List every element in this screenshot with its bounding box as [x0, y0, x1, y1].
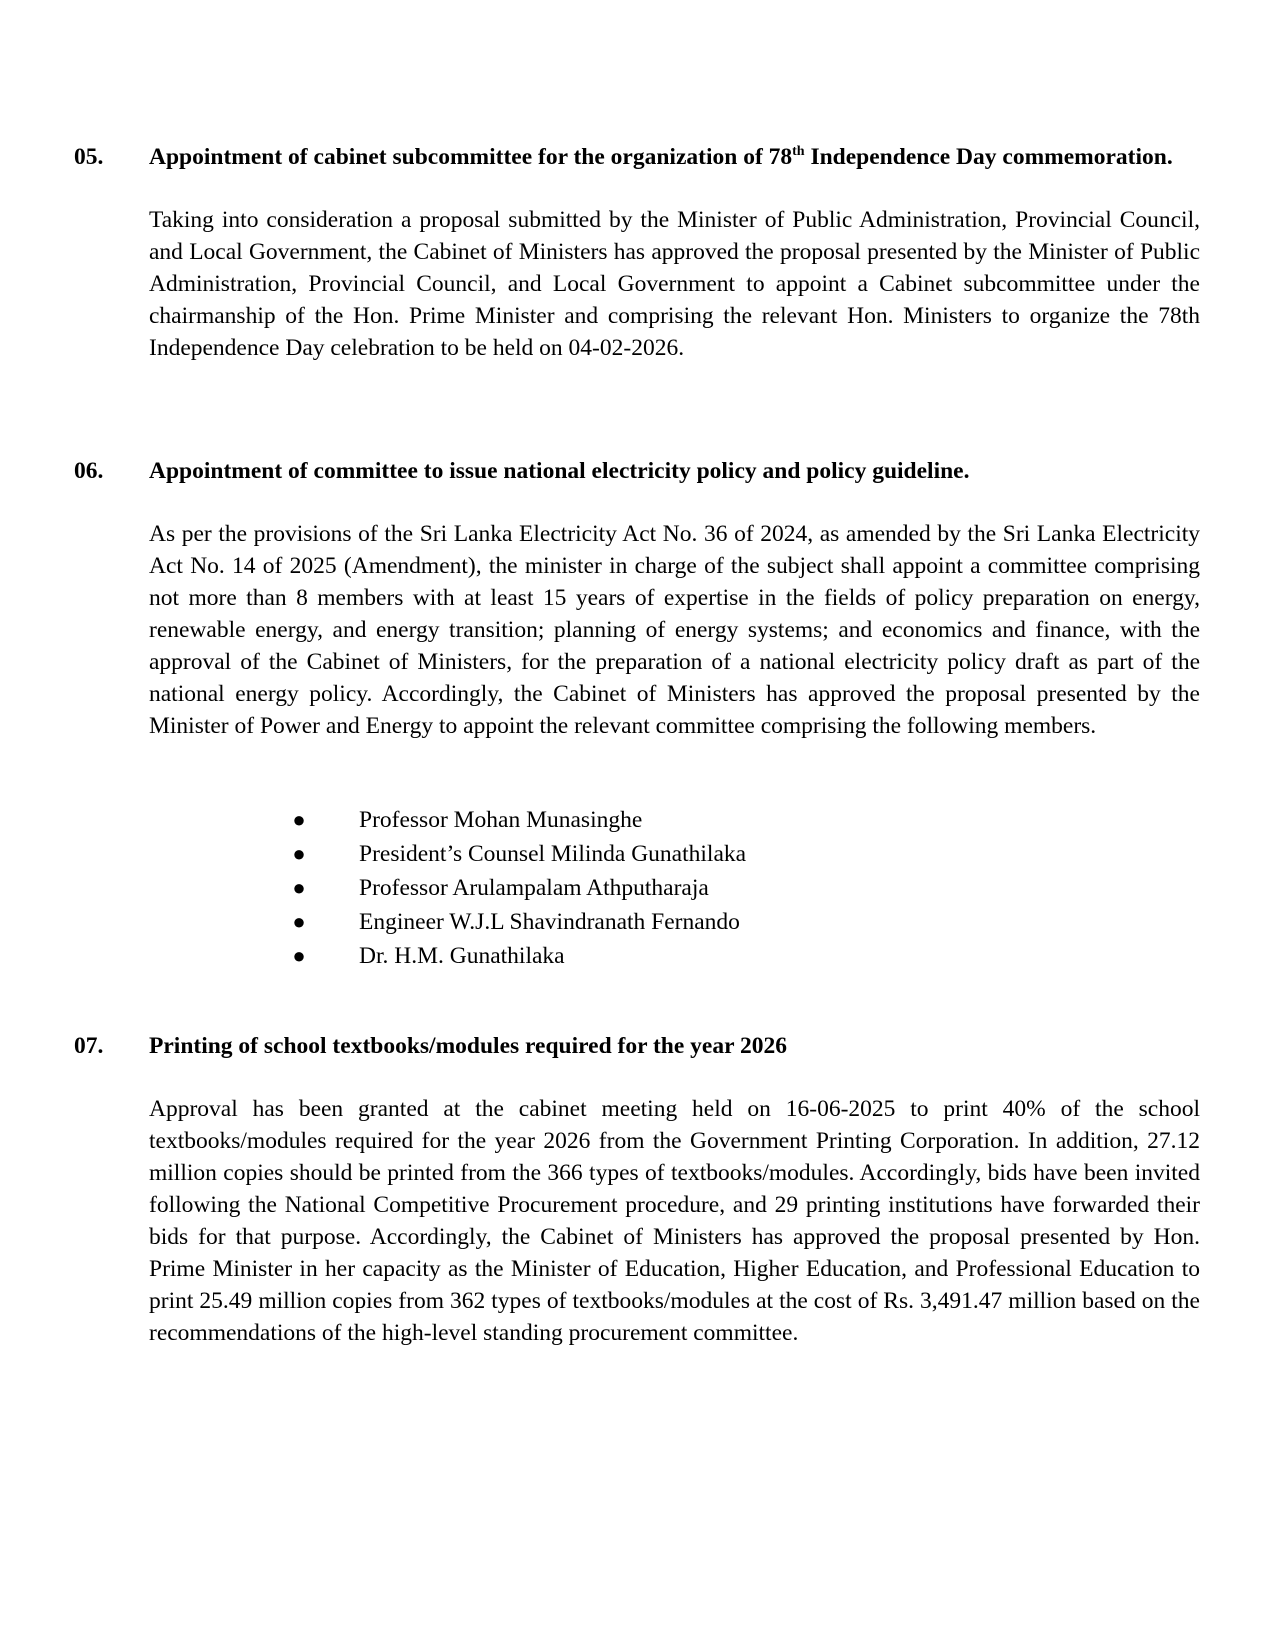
section-heading: Appointment of committee to issue national electricity policy and policy guideline.: [149, 458, 970, 484]
section-heading: Printing of school textbooks/modules required for the year 2026: [149, 1033, 787, 1059]
section-paragraph: Approval has been granted at the cabinet meeting held on 16-06-2025 to print 40% of the school textbooks/modules required for the year 2026 from the Government Printing Corporation. In addition, 27.12 million copies should be printed from the 366 types of textbooks/modules. Accordingly, bids have been invited following the National Competitive Procurement procedure, and 29 printing institutions have forwarded their bids for that purpose. Accordingly, the Cabinet of Ministers has approved the proposal presented by Hon. Prime Minister in her capacity as the Minister of Education, Higher Education, and Professional Education to print 25.49 million copies from 362 types of textbooks/modules at the cost of Rs. 3,491.47 million based on the recommendations of the high-level standing procurement committee.: [149, 1096, 1200, 1346]
member-name: Professor Arulampalam Athputharaja: [359, 875, 709, 901]
section-paragraph: Taking into consideration a proposal submitted by the Minister of Public Administration, Provincial Council, and Local Government, the Cabinet of Ministers has approved the proposal presented by the Minister of Public Administration, Provincial Council, and Local Government to appoint a Cabinet subcommittee under the chairmanship of the Hon. Prime Minister and comprising the relevant Hon. Ministers to organize the 78th Independence Day celebration to be held on 04-02-2026.: [149, 207, 1200, 361]
member-name: President’s Counsel Milinda Gunathilaka: [359, 841, 747, 867]
list-item: [289, 837, 989, 871]
section-body: [149, 1030, 1200, 1349]
section-number: 06.: [74, 458, 104, 484]
section-heading: [149, 141, 1200, 173]
bullet: ●: [292, 841, 306, 866]
heading-text-part-1: Appointment of cabinet subcommittee for the organization of 78: [149, 144, 793, 170]
bullet: ●: [292, 875, 306, 900]
list-item: [289, 871, 989, 905]
section-body: [149, 455, 1200, 969]
member-name: Engineer W.J.L Shavindranath Fernando: [359, 909, 740, 935]
list-item: [289, 939, 989, 973]
heading-text-part-2: Independence Day commemoration.: [804, 144, 1173, 170]
section-05: [74, 141, 1200, 401]
list-item: [289, 803, 989, 837]
section-body: [149, 141, 1200, 364]
section-number: 05.: [74, 144, 104, 170]
section-number: 07.: [74, 1033, 104, 1059]
member-name: Professor Mohan Munasinghe: [359, 807, 643, 833]
bullet: ●: [292, 909, 306, 934]
bullet: ●: [292, 807, 306, 832]
committee-member-list: [289, 803, 989, 973]
bullet: ●: [292, 943, 306, 968]
member-name: Dr. H.M. Gunathilaka: [359, 943, 565, 969]
section-06: [74, 455, 1200, 975]
section-paragraph: As per the provisions of the Sri Lanka Electricity Act No. 36 of 2024, as amended by the Sri Lanka Electricity Act No. 14 of 2025 (Amendment), the minister in charge of the subject shall appoint a committee comprising not more than 8 members with at least 15 years of expertise in the fields of policy preparation on energy, renewable energy, and energy transition; planning of energy systems; and economics and finance, with the approval of the Cabinet of Ministers, for the preparation of a national electricity policy draft as part of the national energy policy. Accordingly, the Cabinet of Ministers has approved the proposal presented by the Minister of Power and Energy to appoint the relevant committee comprising the following members.: [149, 521, 1200, 739]
section-07: [74, 1030, 1200, 1410]
list-item: [289, 905, 989, 939]
ordinal-suffix: th: [792, 144, 805, 160]
